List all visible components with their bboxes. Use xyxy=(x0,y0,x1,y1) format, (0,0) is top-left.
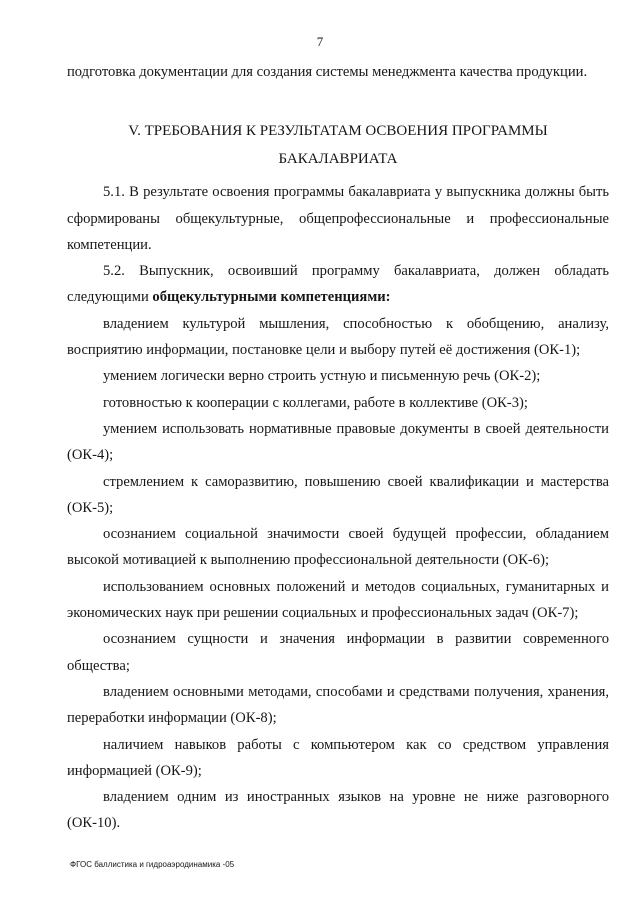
competency-information-awareness: осознанием сущности и значения информации в развитии современного общества; xyxy=(67,631,609,674)
paragraph-5-2 xyxy=(67,258,609,311)
paragraph-5-2-bold: общекультурными компетенциями: xyxy=(152,289,391,306)
section-title-line-2: БАКАЛАВРИАТА xyxy=(278,151,398,168)
competency-ok-9: наличием навыков работы с компьютером как со средством управления информацией (ОК-9); xyxy=(67,736,609,779)
intro-paragraph: подготовка документации для создания системы менеджмента качества продукции. xyxy=(67,64,588,80)
competency-ok-2: умением логически верно строить устную и письменную речь (ОК-2); xyxy=(103,368,541,385)
page-number: 7 xyxy=(316,34,324,49)
competency-ok-4: умением использовать нормативные правовые документы в своей деятельности (ОК-4); xyxy=(67,420,609,464)
competency-ok-1: владением культурой мышления, способностью к обобщению, анализу, восприятию информации, постановке цели и выбору путей её достижения (ОК-1); xyxy=(67,315,609,359)
competency-ok-3: готовностью к кооперации с коллегами, работе в коллективе (ОК-3); xyxy=(103,394,528,411)
paragraph-5-1: 5.1. В результате освоения программы бакалавриата у выпускника должны быть сформированы общекультурные, общепрофессиональные и профессиональные компетенции. xyxy=(67,184,609,253)
section-title-line-1: V. ТРЕБОВАНИЯ К РЕЗУЛЬТАТАМ ОСВОЕНИЯ ПРОГРАММЫ xyxy=(128,123,548,140)
competency-ok-10: владением одним из иностранных языков на уровне не ниже разговорного (ОК-10). xyxy=(67,789,609,832)
competency-ok-8: владением основными методами, способами и средствами получения, хранения, переработки информации (ОК-8); xyxy=(67,683,609,727)
section-title xyxy=(67,117,609,173)
document-footer: ФГОС баллистика и гидроаэродинамика -05 xyxy=(70,860,235,869)
competency-ok-5: стремлением к саморазвитию, повышению своей квалификации и мастерства (ОК-5); xyxy=(67,473,609,516)
paragraph-5-2-text: 5.2. Выпускник, освоивший программу бакалавриата, должен обладать следующими xyxy=(67,263,609,306)
page-content xyxy=(67,59,609,837)
competency-ok-7: использованием основных положений и методов социальных, гуманитарных и экономических наук при решении социальных и профессиональных задач (ОК-7); xyxy=(67,578,609,622)
competency-ok-6: осознанием социальной значимости своей будущей профессии, обладанием высокой мотивацией к выполнению профессиональной деятельности (ОК-6); xyxy=(67,526,609,569)
